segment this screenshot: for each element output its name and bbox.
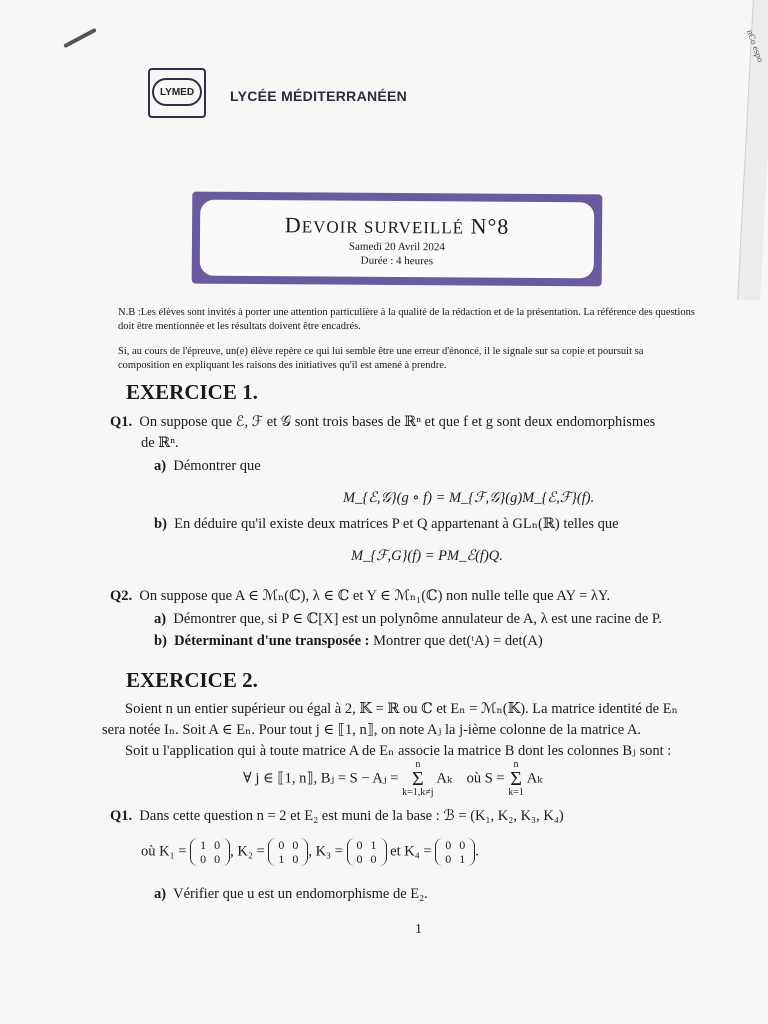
ex1-q2a: a) Démontrer que, si P ∈ ℂ[X] est un polynôme annulateur de A, λ est une racine de P. [154,611,662,627]
matrix-k2: 0 0 1 0 [268,838,308,866]
sum-1: n Σ k=1,k≠j [402,759,434,798]
school-logo [148,68,204,116]
matrix-k4: 0 0 0 1 [435,838,475,866]
ex1-q1a: a) Démontrer que [154,458,261,474]
matrix-k3: 0 1 0 0 [347,838,387,866]
ex2-basis-matrices: où K₁ = 1 0 0 0 , K₂ = 0 0 1 0 , K₃ = 0 1 0 0 et K₄ = 0 0 0 1 . [141,838,479,866]
ex1-q2b: b) Déterminant d'une transposée : Montrer que det(ᵗA) = det(A) [154,633,543,649]
ex2-intro-3: Soit u l'application qui à toute matrice A de Eₙ associe la matrice B dont les colonnes Bⱼ sont : [125,743,672,759]
pencil-mark [63,28,97,48]
adjacent-page-text: nCo espo [745,28,766,64]
ex1-q1-cont: de ℝⁿ. [141,435,179,451]
ex1-q1b-formula: M_{ℱ,G}(f) = PM_ℰ(f)Q. [351,548,503,564]
ex1-q1: Q1. On suppose que ℰ, ℱ et 𝒢 sont trois bases de ℝⁿ et que f et g sont deux endomorphismes [110,414,656,430]
exam-date: Samedi 20 Avril 2024 [348,240,446,254]
ex2-intro-2: sera notée Iₙ. Soit A ∈ Eₙ. Pour tout j ∈ ⟦1, n⟧, on note Aⱼ la j-ième colonne de la matrice A. [102,722,642,738]
exercise2-heading: EXERCICE 2. [126,668,258,692]
ex1-q1a-formula: M_{ℰ,𝒢}(g ∘ f) = M_{ℱ,𝒢}(g)M_{ℰ,ℱ}(f). [343,490,595,506]
title-box [192,192,603,287]
exam-duration: Durée : 4 heures [360,254,434,268]
exam-title: DEVOIR SURVEILLÉ N°8 [284,212,510,239]
logo-text: LYMED [159,86,195,98]
school-name: LYCÉE MÉDITERRANÉEN [230,88,408,104]
ex1-q1b: b) En déduire qu'il existe deux matrices P et Q appartenant à GLₙ(ℝ) telles que [154,516,619,532]
sum-2: n Σ k=1 [508,759,524,798]
nb-note: N.B :Les élèves sont invités à porter une attention particulière à la qualité de la rédaction et de la présentation. La référence des questions doit être mentionnée et les résultats doivent être encadrés. [118,307,695,332]
error-note: Si, au cours de l'épreuve, un(e) élève repère ce qui lui semble être une erreur d'énoncé, il le signale sur sa copie et poursuit sa composition en expliquant les raisons des initiatives qu'il est amené à prendre. [118,346,644,371]
matrix-k1: 1 0 0 0 [190,838,230,866]
ex2-intro-1: Soient n un entier supérieur ou égal à 2, 𝕂 = ℝ ou ℂ et Eₙ = ℳₙ(𝕂). La matrice identité de Eₙ [125,701,678,717]
page-number: 1 [415,922,422,937]
ex2-q1: Q1. Dans cette question n = 2 et E₂ est muni de la base : ℬ = (K₁, K₂, K₃, K₄) [110,808,564,824]
ex2-definition-formula: ∀ j ∈ ⟦1, n⟧, Bⱼ = S − Aⱼ = n Σ k=1,k≠j Aₖ où S = n Σ k=1 Aₖ [243,759,543,798]
ex1-q2: Q2. On suppose que A ∈ ℳₙ(ℂ), λ ∈ ℂ et Y ∈ ℳₙ₁(ℂ) non nulle telle que AY = λY. [110,588,611,604]
ex2-q1a: a) Vérifier que u est un endomorphisme de E₂. [154,886,428,902]
exercise1-heading: EXERCICE 1. [126,380,258,404]
